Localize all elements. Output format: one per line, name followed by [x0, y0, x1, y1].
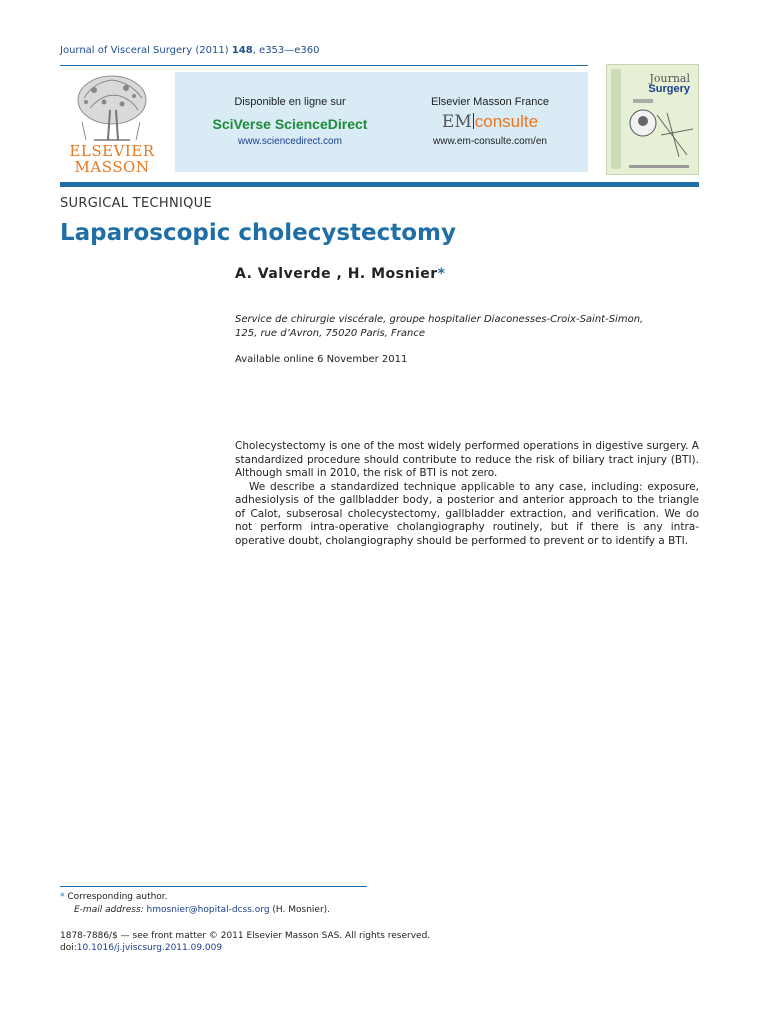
author-list: [235, 266, 446, 282]
journal-name: Journal of Visceral Surgery (2011): [60, 45, 229, 56]
email-link[interactable]: hmosnier@hopital-dcss.org: [146, 905, 270, 915]
sciencedirect-url[interactable]: www.sciencedirect.com: [238, 136, 342, 147]
emconsulte-brand-em: EM: [441, 112, 472, 132]
cover-title-line-2: Surgery: [648, 83, 690, 95]
banner-divider: [60, 182, 699, 187]
journal-reference: [60, 45, 320, 56]
availability-banner: [175, 72, 588, 172]
publisher-line-2: MASSON: [74, 158, 150, 176]
author-names: A. Valverde , H. Mosnier: [235, 266, 438, 282]
abstract-paragraph-1: Cholecystectomy is one of the most widely performed operations in digestive surgery. A standardized procedure should contribute to reduce the risk of biliary tract injury (BTI). Although small in 2010, the risk of BTI is not zero.: [235, 440, 699, 479]
footnote-divider: [60, 886, 367, 887]
sciencedirect-brand: SciVerse ScienceDirect: [212, 116, 368, 132]
affiliation-line-2: 125, rue d’Avron, 75020 Paris, France: [235, 328, 426, 339]
doi-line: [60, 942, 430, 954]
footnote: [60, 891, 330, 917]
journal-cover-thumbnail: [606, 64, 699, 175]
cover-illustration: [607, 65, 699, 175]
abstract: [235, 440, 699, 548]
publisher-name: [64, 143, 160, 175]
affiliation-line-1: Service de chirurgie viscérale, groupe hospitalier Diaconesses-Croix-Saint-Simon,: [235, 314, 644, 325]
emconsulte-caption: Elsevier Masson France: [431, 96, 549, 108]
copyright-block: [60, 930, 430, 954]
section-label: SURGICAL TECHNIQUE: [60, 196, 212, 211]
availability-date: Available online 6 November 2011: [235, 354, 408, 365]
sciencedirect-caption: Disponible en ligne sur: [234, 96, 346, 108]
article-title: Laparoscopic cholecystectomy: [60, 220, 457, 246]
footnote-corresponding: [60, 891, 330, 904]
abstract-paragraph-2: We describe a standardized technique applicable to any case, including: exposure, adhesiolysis of the gallbladder body, a posterior and anterior approach to the triangle of Calot, subserosal cholecystectomy, gallbladder extraction, and verification. We do not perform intra-operative cholangiography routinely, but if there is any intra-operative doubt, cholangiography should be performed to prevent or to identify a BTI.: [235, 480, 699, 547]
email-label: E-mail address:: [74, 905, 144, 915]
journal-pages: , e353—e360: [252, 45, 320, 56]
footnote-email-line: [60, 904, 330, 917]
footnote-mark: *: [60, 892, 65, 902]
emconsulte-brand: [395, 112, 585, 132]
emconsulte-block[interactable]: [395, 96, 585, 147]
email-suffix: (H. Mosnier).: [269, 905, 331, 915]
doi-link[interactable]: 10.1016/j.jviscsurg.2011.09.009: [76, 943, 223, 953]
sciencedirect-block[interactable]: [195, 96, 385, 147]
header-divider: [60, 65, 588, 66]
corresponding-author-mark[interactable]: *: [437, 266, 446, 282]
cover-title-line-1: Journal: [649, 72, 690, 85]
doi-label: doi:: [60, 943, 77, 953]
publisher-line-1: ELSEVIER: [69, 142, 155, 160]
affiliation: [235, 313, 695, 341]
copyright-line: 1878-7886/$ — see front matter © 2011 Elsevier Masson SAS. All rights reserved.: [60, 931, 431, 941]
footnote-corresponding-text: Corresponding author.: [67, 892, 168, 902]
journal-volume: 148: [231, 45, 253, 56]
emconsulte-url[interactable]: www.em-consulte.com/en: [433, 136, 547, 147]
emconsulte-brand-consulte: consulte: [474, 112, 539, 131]
